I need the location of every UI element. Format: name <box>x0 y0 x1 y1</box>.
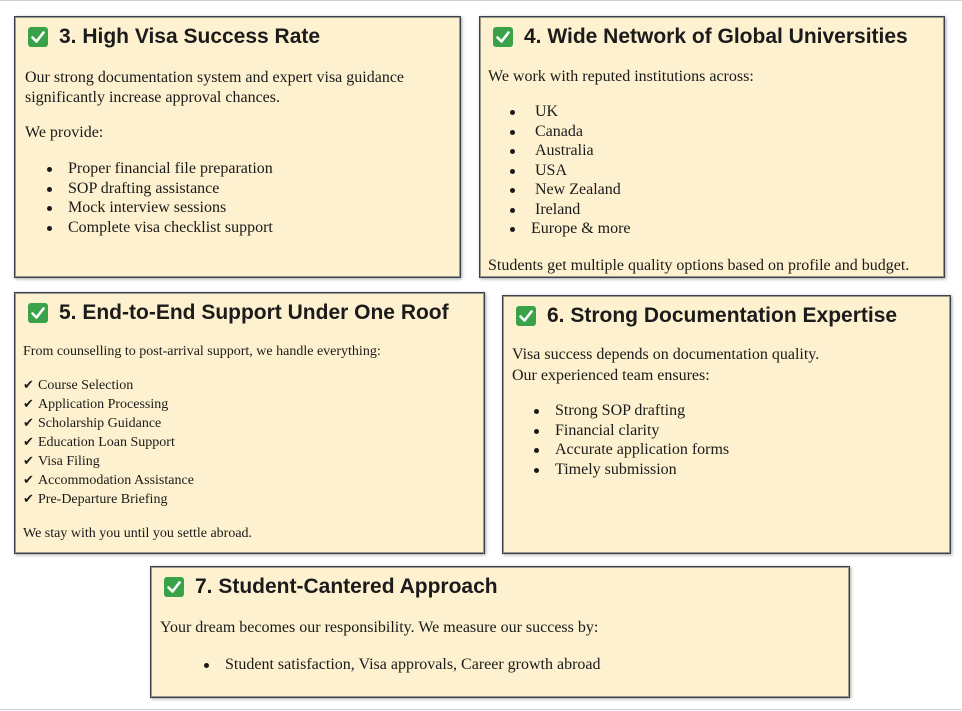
card-title <box>28 25 320 49</box>
card-high-visa-success-rate <box>14 16 461 278</box>
card-title <box>493 25 908 49</box>
check-mark-icon: ✔ <box>23 473 34 488</box>
intro-line-2: Our experienced team ensures: <box>512 367 710 384</box>
support-checklist <box>23 376 194 509</box>
list-item: Canada <box>488 122 631 142</box>
checklist-item: ✔ Education Loan Support <box>23 435 175 450</box>
top-divider <box>0 0 962 1</box>
check-mark-icon: ✔ <box>23 454 34 469</box>
check-mark-button-icon <box>493 27 513 47</box>
intro-line-1: Our strong documentation system and expert visa guidance <box>25 69 405 86</box>
card-global-universities <box>479 16 945 278</box>
checklist-item: ✔ Application Processing <box>23 397 169 412</box>
intro-line-1: Visa success depends on documentation quality. <box>512 346 820 363</box>
checklist-item: ✔ Pre-Departure Briefing <box>23 492 168 507</box>
check-mark-icon: ✔ <box>23 492 34 507</box>
list-item: UK <box>488 102 631 122</box>
check-mark-icon: ✔ <box>23 416 34 431</box>
checklist-item: ✔ Accommodation Assistance <box>23 473 194 488</box>
bottom-divider <box>0 709 962 710</box>
card-title <box>516 304 897 328</box>
check-mark-button-icon <box>516 306 536 326</box>
services-list <box>25 159 273 237</box>
list-item: Australia <box>488 141 631 161</box>
list-item: Strong SOP drafting <box>512 401 729 421</box>
card-student-centered-approach <box>150 566 850 698</box>
check-mark-icon: ✔ <box>23 435 34 450</box>
success-measures-list <box>160 655 601 675</box>
list-item: Mock interview sessions <box>25 198 273 218</box>
check-mark-button-icon <box>28 27 48 47</box>
intro-text: We work with reputed institutions across: <box>488 68 754 85</box>
list-item: SOP drafting assistance <box>25 179 273 199</box>
footer-text: We stay with you until you settle abroad. <box>23 526 253 541</box>
card-title-text: 4. Wide Network of Global Universities <box>524 25 908 48</box>
documentation-list <box>512 401 729 479</box>
card-title-text: 6. Strong Documentation Expertise <box>547 304 898 327</box>
checklist-item: ✔ Scholarship Guidance <box>23 416 162 431</box>
card-title-text: 5. End-to-End Support Under One Roof <box>59 301 449 324</box>
card-title-text: 3. High Visa Success Rate <box>59 25 321 48</box>
list-item: New Zealand <box>488 180 631 200</box>
check-mark-icon: ✔ <box>23 397 34 412</box>
card-title <box>164 575 498 599</box>
check-mark-button-icon <box>28 303 48 323</box>
list-item: Europe & more <box>488 219 631 239</box>
list-item: USA <box>488 161 631 181</box>
checklist-item: ✔ Visa Filing <box>23 454 100 469</box>
check-mark-button-icon <box>164 577 184 597</box>
list-item: Proper financial file preparation <box>25 159 273 179</box>
list-item: Ireland <box>488 200 631 220</box>
intro-line-2: significantly increase approval chances. <box>25 89 280 106</box>
check-mark-icon: ✔ <box>23 378 34 393</box>
card-title <box>28 301 449 325</box>
list-item: Student satisfaction, Visa approvals, Career growth abroad <box>160 655 601 675</box>
intro-text: Your dream becomes our responsibility. We measure our success by: <box>160 619 599 636</box>
card-documentation-expertise <box>502 295 951 554</box>
footer-text: Students get multiple quality options based on profile and budget. <box>488 257 910 274</box>
provide-label: We provide: <box>25 124 104 141</box>
list-item: Complete visa checklist support <box>25 218 273 238</box>
list-item: Timely submission <box>512 460 729 480</box>
list-item: Accurate application forms <box>512 440 729 460</box>
list-item: Financial clarity <box>512 421 729 441</box>
card-title-text: 7. Student-Cantered Approach <box>195 575 498 598</box>
checklist-item: ✔ Course Selection <box>23 378 134 393</box>
intro-text: From counselling to post-arrival support, we handle everything: <box>23 344 381 359</box>
countries-list <box>488 102 631 239</box>
card-end-to-end-support <box>14 292 485 554</box>
